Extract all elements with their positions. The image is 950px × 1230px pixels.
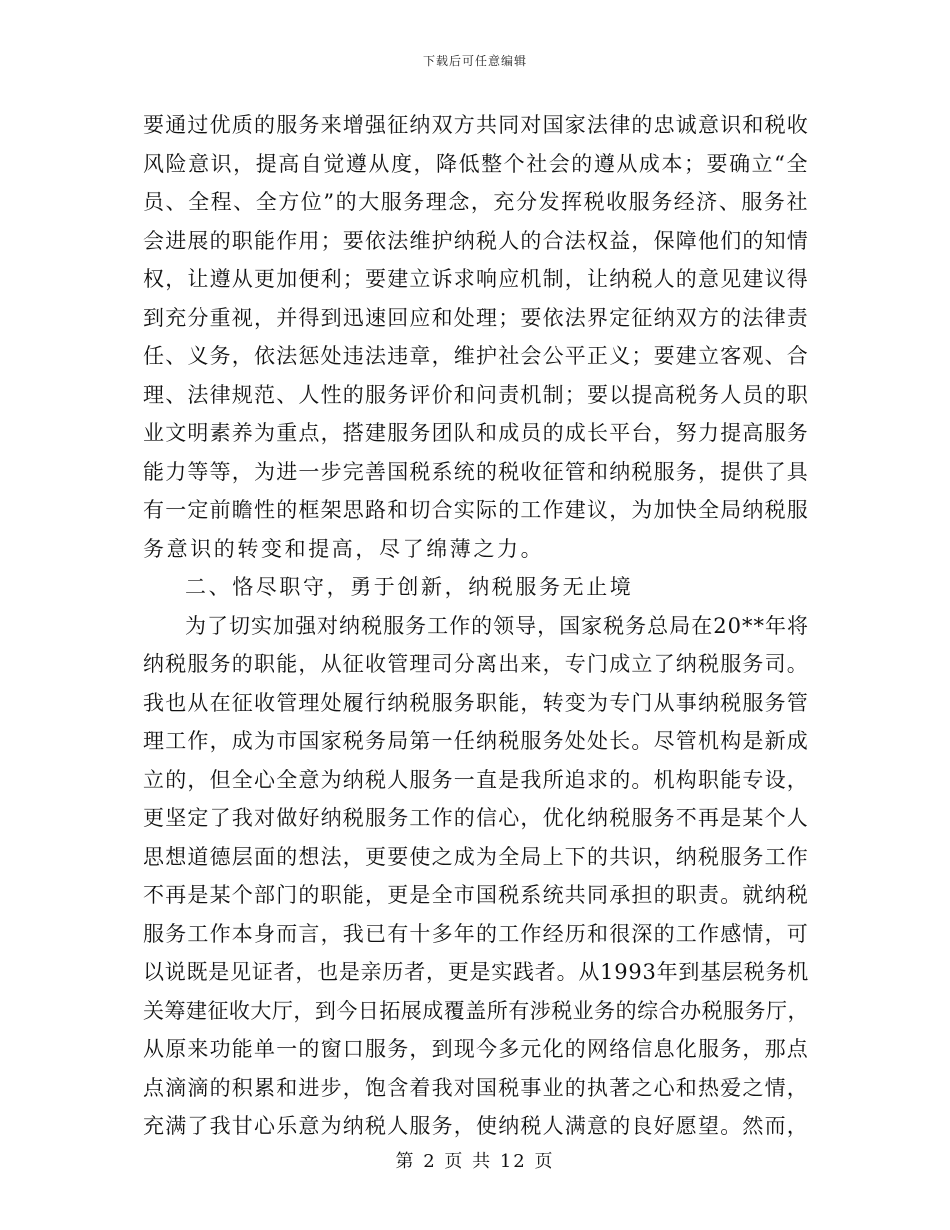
text-line: 我也从在征收管理处履行纳税服务职能，转变为专门从事纳税服务管 (143, 690, 809, 715)
section-heading: 二、恪尽职守，勇于创新，纳税服务无止境 (185, 575, 634, 599)
text-line: 服务工作本身而言，我已有十多年的工作经历和很深的工作感情，可 (143, 921, 809, 946)
text-line: 不再是某个部门的职能，更是全市国税系统共同承担的职责。就纳税 (143, 883, 809, 907)
text-line: 务意识的转变和提高，尽了绵薄之力。 (143, 536, 545, 561)
text-line: 任、义务，依法惩处违法违章，维护社会公平正义；要建立客观、合 (143, 344, 809, 368)
text-line: 理、法律规范、人性的服务评价和问责机制；要以提高税务人员的职 (143, 382, 809, 407)
text-line: 纳税服务的职能，从征收管理司分离出来，专门成立了纳税服务司。 (143, 652, 809, 676)
text-line: 思想道德层面的想法，更要使之成为全局上下的共识，纳税服务工作 (143, 844, 809, 869)
text-line: 以说既是见证者，也是亲历者，更是实践者。从1993年到基层税务机 (143, 960, 809, 984)
text-line: 为了切实加强对纳税服务工作的领导，国家税务总局在20**年将 (185, 613, 809, 638)
text-line: 员、全程、全方位”的大服务理念，充分发挥税收服务经济、服务社 (143, 190, 809, 214)
text-line: 风险意识，提高自觉遵从度，降低整个社会的遵从成本；要确立“全 (143, 151, 809, 176)
text-line: 能力等等，为进一步完善国税系统的税收征管和纳税服务，提供了具 (143, 459, 809, 484)
page-number: 第 2 页 共 12 页 (395, 1151, 555, 1172)
text-line: 会进展的职能作用；要依法维护纳税人的合法权益，保障他们的知情 (143, 228, 809, 253)
text-line: 权，让遵从更加便利；要建立诉求响应机制，让纳税人的意见建议得 (143, 267, 809, 291)
text-line: 关筹建征收大厅，到今日拓展成覆盖所有涉税业务的综合办税服务厅， (143, 998, 809, 1023)
text-line: 业文明素养为重点，搭建服务团队和成员的成长平台，努力提高服务 (143, 421, 809, 445)
text-line: 更坚定了我对做好纳税服务工作的信心，优化纳税服务不再是某个人 (143, 806, 809, 830)
text-line: 立的，但全心全意为纳税人服务一直是我所追求的。机构职能专设， (143, 767, 809, 792)
text-line: 点滴滴的积累和进步，饱含着我对国税事业的执著之心和热爱之情， (143, 1075, 809, 1100)
page-header: 下载后可任意编辑 (422, 54, 527, 68)
text-line: 要通过优质的服务来增强征纳双方共同对国家法律的忠诚意识和税收 (143, 113, 809, 137)
text-line: 充满了我甘心乐意为纳税人服务，使纳税人满意的良好愿望。然而， (143, 1114, 809, 1138)
text-line: 有一定前瞻性的框架思路和切合实际的工作建议，为加快全局纳税服 (143, 498, 809, 522)
text-line: 理工作，成为市国家税务局第一任纳税服务处处长。尽管机构是新成 (143, 729, 809, 753)
document-body (143, 106, 809, 1146)
text-line: 到充分重视，并得到迅速回应和处理；要依法界定征纳双方的法律责 (143, 305, 809, 330)
text-line: 从原来功能单一的窗口服务，到现今多元化的网络信息化服务，那点 (143, 1037, 809, 1061)
